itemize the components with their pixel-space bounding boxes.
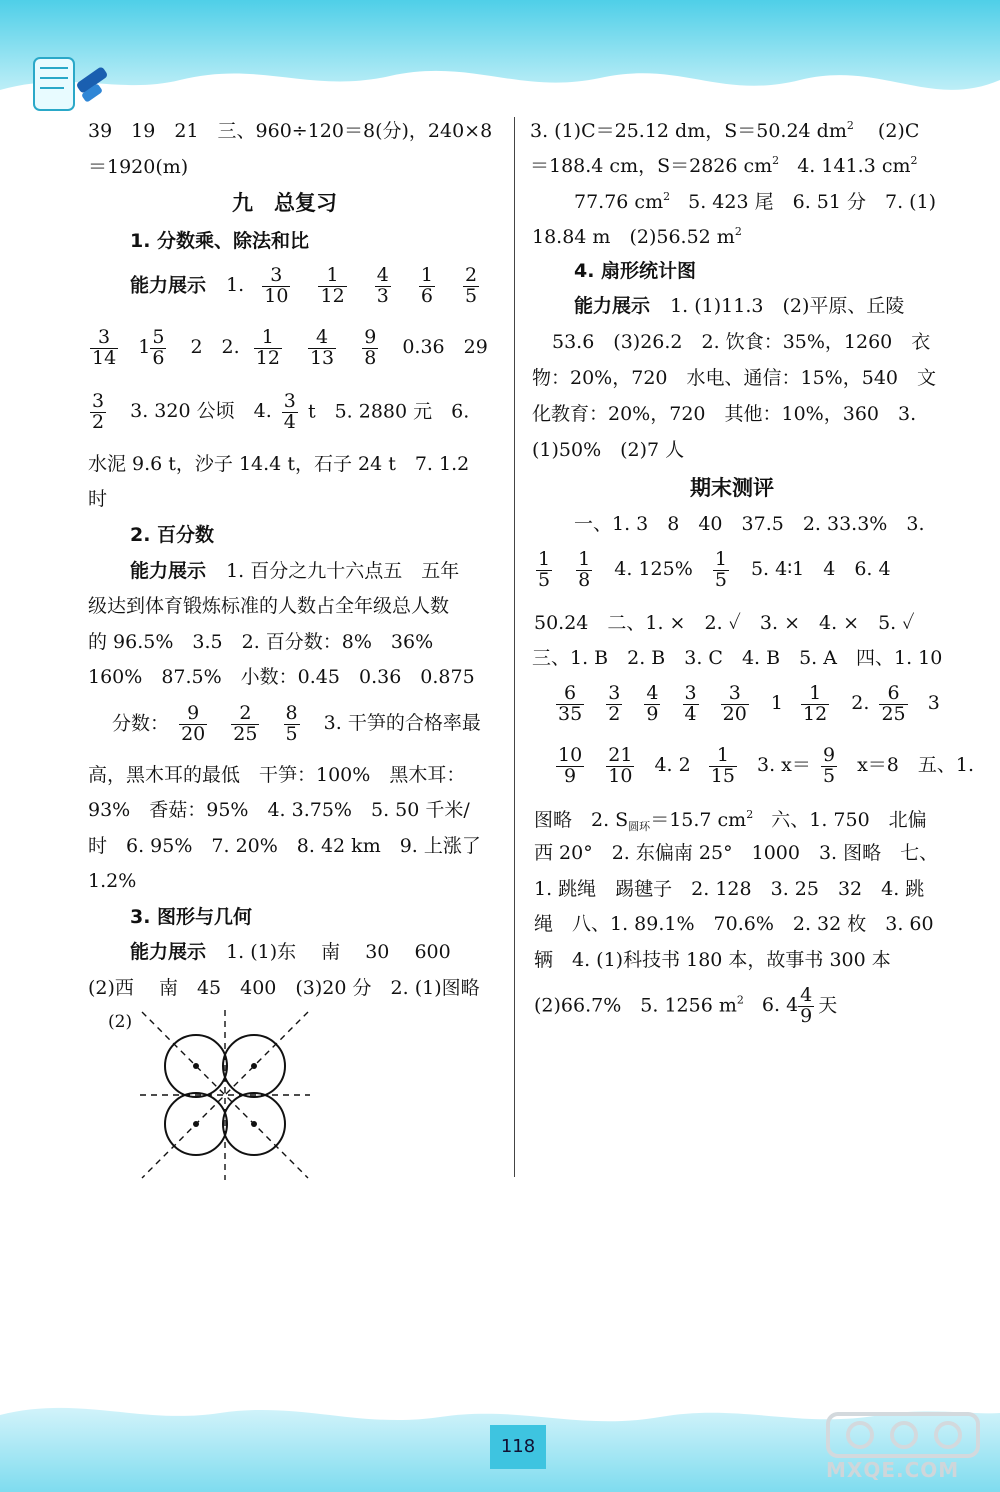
text-line: 西 20° 2. 东偏南 25° 1000 3. 图略 七、	[534, 842, 939, 864]
text-line: 一、1. 3 8 40 37.5 2. 33.3% 3.	[574, 513, 925, 535]
answer-line	[574, 297, 904, 316]
numerator: 6	[879, 684, 907, 705]
fraction	[308, 328, 336, 369]
numerator: 1	[254, 328, 282, 349]
section-title: 期末测评	[690, 476, 774, 500]
fraction	[606, 684, 622, 725]
denominator: 13	[309, 346, 335, 369]
denominator: 35	[558, 702, 583, 725]
answer-text: ＝15.7 cm	[650, 809, 747, 831]
denominator: 20	[181, 722, 206, 745]
text-line: 1. 跳绳 踢毽子 2. 128 3. 25 32 4. 跳	[534, 878, 925, 900]
column-divider	[514, 117, 515, 1177]
numerator: 4	[308, 328, 336, 349]
superscript: 2	[734, 225, 742, 238]
denominator: 4	[684, 702, 697, 725]
numerator: 2	[231, 704, 259, 725]
text-line: 化教育：20%，720 其他：10%，360 3.	[532, 403, 917, 425]
answer-line	[532, 226, 742, 247]
fraction	[821, 746, 837, 787]
fraction	[713, 550, 729, 591]
answer-line	[112, 704, 481, 745]
numerator: 5	[152, 326, 165, 348]
numerator: 3	[608, 682, 621, 704]
answer-text: 77.76 cm	[574, 191, 664, 213]
numerator: 3	[262, 266, 290, 287]
fraction	[709, 746, 737, 787]
numerator: 3	[721, 684, 749, 705]
section-title: 九 总复习	[232, 191, 337, 215]
denominator: 10	[608, 764, 633, 787]
fraction	[362, 328, 378, 369]
answer-text: 1	[770, 692, 783, 715]
fraction	[262, 266, 290, 307]
answer-text: (2)66.7% 5. 1256 m	[534, 994, 737, 1017]
answer-text: 4. 141.3 cm	[797, 155, 911, 177]
subsection-title: 3. 图形与几何	[130, 906, 253, 928]
fraction	[90, 392, 106, 433]
denominator: 12	[320, 284, 345, 307]
answer-line	[530, 155, 917, 176]
fraction	[721, 684, 749, 725]
numerator: 3	[684, 682, 697, 704]
answer-text: 6. 4	[761, 994, 799, 1017]
numerator: 1	[318, 266, 346, 287]
answer-text: t 5. 2880 元 6.	[307, 400, 470, 423]
numerator: 2	[465, 264, 478, 286]
numerator: 1	[709, 746, 737, 767]
answer-line	[552, 684, 940, 725]
book-pen-logo-icon	[30, 48, 116, 118]
denominator: 5	[822, 764, 836, 787]
superscript: 2	[772, 154, 780, 167]
answer-text: 2 2.	[190, 336, 240, 359]
answer-line	[130, 943, 451, 962]
fraction	[683, 684, 699, 725]
denominator: 2	[92, 410, 105, 433]
text-line: 水泥 9.6 t，沙子 14.4 t，石子 24 t 7. 1.2	[88, 453, 470, 475]
fraction	[231, 704, 259, 745]
answer-text: 六、1. 750 北偏	[771, 809, 927, 831]
answer-line	[532, 550, 891, 591]
answer-text: 3. x＝	[757, 754, 811, 777]
numerator: 1	[538, 548, 551, 570]
denominator: 12	[255, 346, 280, 369]
text-line: 绳 八、1. 89.1% 70.6% 2. 32 枚 3. 60	[534, 913, 934, 935]
subsection-title: 4. 扇形统计图	[574, 260, 697, 282]
answer-text: (2)C	[877, 120, 920, 142]
denominator: 6	[420, 284, 433, 307]
answer-text: 18.84 m (2)56.52 m	[532, 226, 735, 248]
answer-text: 0.36 29	[402, 336, 488, 359]
answer-text: 1. 百分之九十六点五 五年	[226, 560, 460, 582]
denominator: 4	[283, 410, 296, 433]
numerator: 21	[608, 744, 633, 766]
fraction	[375, 266, 391, 307]
text-line: 三、1. B 2. B 3. C 4. B 5. A 四、1. 10	[532, 647, 943, 669]
answer-text: 4. 125%	[614, 558, 693, 581]
text-line: 高，黑木耳的最低 干笋：100% 黑木耳：	[88, 764, 466, 786]
superscript: 2	[910, 154, 918, 167]
fraction	[606, 746, 634, 787]
subsection-title: 1. 分数乘、除法和比	[130, 230, 310, 252]
numerator: 10	[558, 744, 583, 766]
page-number: 118	[490, 1425, 546, 1469]
text-line: 53.6 (3)26.2 2. 饮食：35%，1260 衣	[552, 331, 931, 353]
numerator: 9	[179, 704, 207, 725]
superscript: 2	[746, 808, 754, 821]
fraction	[284, 704, 300, 745]
answer-text: 3. 320 公顷 4.	[130, 400, 272, 423]
text-line: ＝1920(m)	[88, 156, 189, 178]
numerator: 1	[714, 548, 727, 570]
answer-text: 分数：	[112, 712, 170, 735]
numerator: 8	[285, 702, 298, 724]
denominator: 5	[465, 284, 478, 307]
denominator: 25	[881, 702, 906, 725]
denominator: 12	[803, 702, 828, 725]
numerator: 4	[376, 264, 389, 286]
subsection-title: 2. 百分数	[130, 524, 215, 546]
denominator: 3	[376, 284, 389, 307]
answer-text: 3. 干笋的合格率最	[323, 712, 481, 735]
ability-label: 能力展示	[130, 941, 207, 963]
text-line: 级达到体育锻炼标准的人数占全年级总人数	[88, 595, 450, 617]
fraction	[150, 328, 166, 369]
fraction	[576, 550, 592, 591]
denominator: 9	[800, 1004, 813, 1027]
numerator: 3	[92, 390, 105, 412]
text-line: 1.2%	[88, 870, 137, 892]
answer-text: 1. (1)11.3 (2)平原、丘陵	[670, 295, 905, 317]
answer-line	[552, 746, 974, 787]
fraction	[318, 266, 346, 307]
answer-text: 图略 2. S	[534, 809, 629, 831]
fraction	[419, 266, 435, 307]
numerator: 1	[578, 548, 591, 570]
denominator: 9	[646, 702, 659, 725]
denominator: 25	[233, 722, 258, 745]
denominator: 2	[608, 702, 621, 725]
denominator: 10	[264, 284, 289, 307]
numerator: 3	[283, 390, 296, 412]
fraction	[801, 684, 829, 725]
answer-text: 4. 2	[654, 754, 691, 777]
ability-label: 能力展示	[574, 295, 651, 317]
fraction	[254, 328, 282, 369]
denominator: 9	[564, 764, 577, 787]
denominator: 5	[538, 568, 551, 591]
text-line: (1)50% (2)7 人	[532, 439, 685, 461]
item-number: 1.	[226, 274, 245, 297]
numerator: 4	[800, 984, 813, 1006]
denominator: 14	[92, 346, 117, 369]
text-line: 93% 香菇：95% 4. 3.75% 5. 50 千米/	[88, 799, 470, 821]
answer-text: 3. (1)C＝25.12 dm，S＝50.24 dm	[530, 120, 847, 142]
numerator: 9	[364, 326, 377, 348]
denominator: 8	[364, 346, 377, 369]
text-line: 时	[88, 488, 108, 510]
fraction	[179, 704, 207, 745]
answer-text: 3	[927, 692, 940, 715]
fraction	[644, 684, 660, 725]
text-line: 物：20%，720 水电、通信：15%，540 文	[532, 367, 936, 389]
denominator: 6	[152, 346, 165, 369]
denominator: 5	[714, 568, 727, 591]
answer-text: 5. 4∶1 4 6. 4	[750, 558, 891, 581]
superscript: 2	[736, 993, 744, 1007]
answer-text: 2.	[851, 692, 870, 715]
answer-line	[86, 328, 488, 369]
answer-line	[530, 120, 919, 141]
numerator: 6	[556, 684, 584, 705]
text-line: 的 96.5% 3.5 2. 百分数：8% 36%	[88, 631, 434, 653]
subscript: 圆环	[628, 820, 651, 833]
watermark-text: MXQE.COM	[826, 1458, 960, 1482]
text-line: 50.24 二、1. × 2. ✓ 3. × 4. × 5. ✓	[534, 612, 915, 634]
fraction	[556, 684, 584, 725]
answer-line	[130, 562, 459, 581]
fraction	[798, 986, 814, 1027]
answer-text: 天	[818, 994, 838, 1017]
denominator: 15	[710, 764, 735, 787]
numerator: 3	[90, 328, 118, 349]
text-line: 时 6. 95% 7. 20% 8. 42 km 9. 上涨了	[88, 835, 481, 857]
fraction	[879, 684, 907, 725]
answer-line	[534, 986, 837, 1027]
denominator: 20	[722, 702, 747, 725]
text-line: (2)西 南 45 400 (3)20 分 2. (1)图略	[88, 977, 480, 999]
answer-line	[130, 266, 483, 307]
text-line: (2)	[108, 1012, 133, 1032]
whole-number: 1	[138, 336, 151, 359]
answer-text: x＝8 五、1.	[857, 754, 975, 777]
fraction	[90, 328, 118, 369]
ability-label: 能力展示	[130, 560, 207, 582]
numerator: 1	[801, 684, 829, 705]
answer-line	[86, 392, 469, 433]
text-line: 160% 87.5% 小数：0.45 0.36 0.875	[88, 666, 475, 688]
ability-label: 能力展示	[130, 274, 207, 297]
answer-line	[574, 191, 936, 212]
superscript: 2	[663, 190, 671, 203]
denominator: 5	[285, 722, 298, 745]
four-circles-diagram	[140, 1010, 310, 1180]
answer-text: ＝188.4 cm，S＝2826 cm	[530, 155, 773, 177]
text-line: 辆 4. (1)科技书 180 本，故事书 300 本	[534, 949, 891, 971]
top-wave-band	[0, 0, 1000, 120]
answer-text: 5. 423 尾 6. 51 分 7. (1)	[688, 191, 937, 213]
numerator: 9	[822, 744, 836, 766]
denominator: 8	[578, 568, 591, 591]
fraction	[536, 550, 552, 591]
fraction	[282, 392, 298, 433]
text-line: 39 19 21 三、960÷120＝8(分)，240×8	[88, 120, 493, 142]
numerator: 4	[646, 682, 659, 704]
answer-text: 1. (1)东 南 30 600	[226, 941, 451, 963]
fraction	[463, 266, 479, 307]
superscript: 2	[846, 119, 854, 132]
numerator: 1	[420, 264, 433, 286]
answer-line	[534, 809, 927, 832]
fraction	[556, 746, 584, 787]
